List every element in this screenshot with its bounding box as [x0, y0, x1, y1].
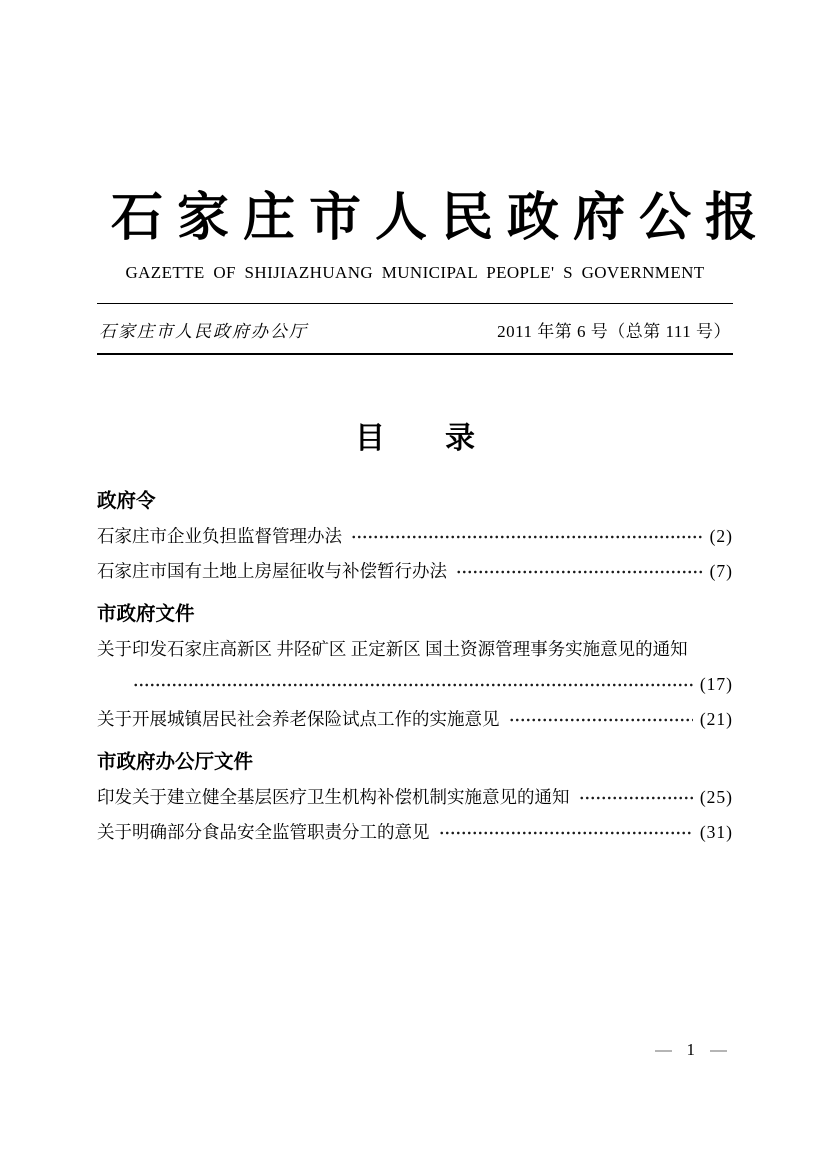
toc-item-title: 关于印发石家庄高新区 井陉矿区 正定新区 国土资源管理事务实施意见的通知 — [97, 639, 688, 659]
toc-item — [97, 639, 733, 660]
toc-section-heading: 市政府办公厅文件 — [97, 751, 254, 773]
dot-leader — [456, 565, 703, 579]
toc-item-title: 关于开展城镇居民社会养老保险试点工作的实施意见 — [97, 709, 500, 729]
gazette-cover-page — [97, 0, 772, 843]
toc-item-page: (25) — [699, 787, 733, 807]
toc-item-page: (2) — [709, 526, 733, 546]
dot-leader — [351, 530, 703, 544]
gazette-subtitle-english: GAZETTE OF SHIJIAZHUANG MUNICIPAL PEOPLE' S GOVERNMENT — [125, 263, 705, 282]
dot-leader — [509, 713, 693, 727]
dot-leader — [579, 791, 693, 805]
toc-item-page: (31) — [699, 822, 733, 842]
toc-item-page: (21) — [699, 709, 733, 729]
toc-item-continuation — [124, 674, 733, 695]
toc-item — [97, 822, 733, 843]
footer-dash-right — [710, 1050, 727, 1052]
toc-item-title: 关于明确部分食品安全监管职责分工的意见 — [97, 822, 430, 842]
issue-bar — [97, 303, 733, 355]
toc-item-title: 石家庄市国有土地上房屋征收与补偿暂行办法 — [97, 561, 447, 581]
dot-leader — [439, 826, 693, 840]
toc-item-page: (7) — [709, 561, 733, 581]
toc-section-heading: 市政府文件 — [97, 603, 195, 625]
issue-number: 2011 年第 6 号（总第 111 号） — [497, 322, 731, 341]
toc-title: 目 录 — [355, 422, 475, 455]
toc-item-title: 石家庄市企业负担监督管理办法 — [97, 526, 342, 546]
toc-item — [97, 709, 733, 730]
toc-item — [97, 787, 733, 808]
dot-leader — [133, 678, 693, 692]
toc-item-title: 印发关于建立健全基层医疗卫生机构补偿机制实施意见的通知 — [97, 787, 570, 807]
page-footer — [655, 1041, 728, 1061]
gazette-title: 石家庄市人民政府公报 — [111, 190, 772, 247]
footer-dash-left — [655, 1050, 672, 1052]
toc-list — [97, 483, 733, 843]
toc-item-page: (17) — [699, 674, 733, 694]
page-number: 1 — [686, 1040, 695, 1059]
issuing-office: 石家庄市人民政府办公厅 — [99, 322, 308, 341]
toc-item — [97, 526, 733, 547]
toc-section-heading: 政府令 — [97, 490, 156, 512]
toc-item — [97, 561, 733, 582]
